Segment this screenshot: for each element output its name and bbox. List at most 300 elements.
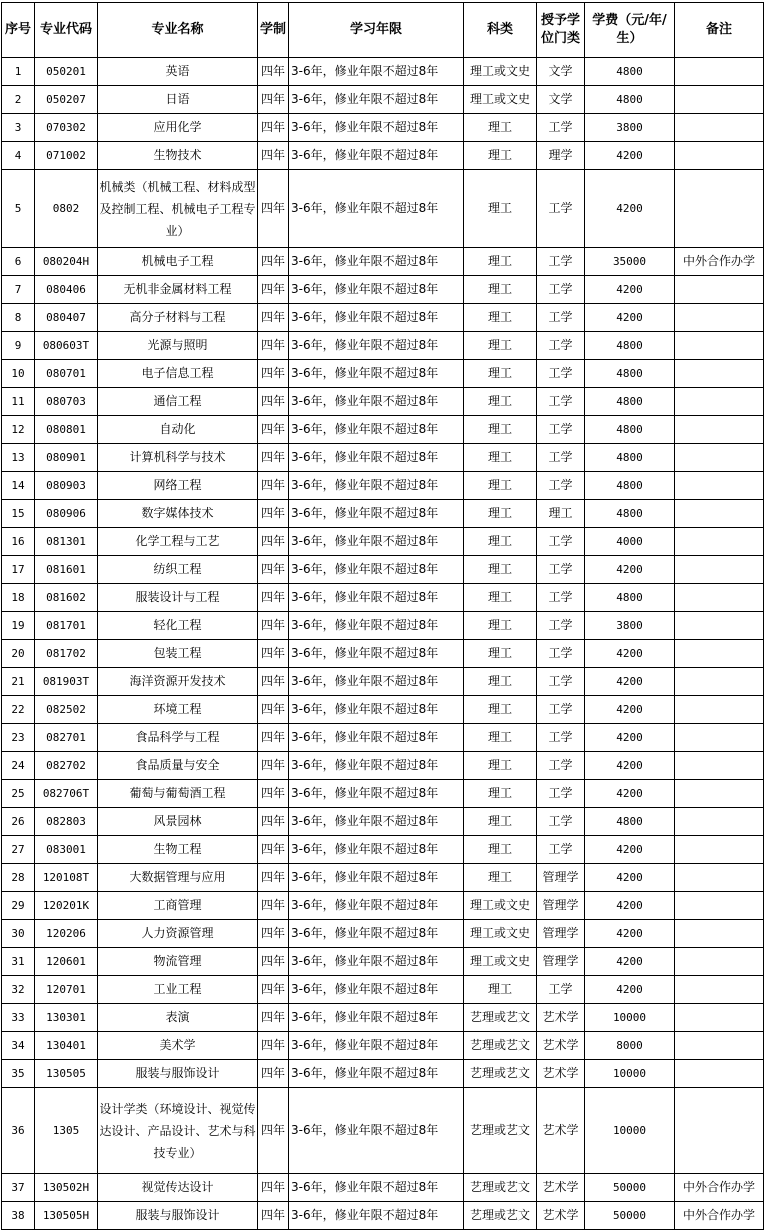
cell-years: 3-6年，修业年限不超过8年 <box>289 1174 464 1202</box>
cell-degree: 管理学 <box>537 892 585 920</box>
cell-system: 四年 <box>258 416 289 444</box>
cell-degree: 工学 <box>537 668 585 696</box>
cell-degree: 工学 <box>537 114 585 142</box>
cell-system: 四年 <box>258 948 289 976</box>
cell-note <box>675 444 764 472</box>
cell-name: 日语 <box>98 86 258 114</box>
table-row <box>2 360 764 388</box>
cell-years: 3-6年，修业年限不超过8年 <box>289 170 464 248</box>
cell-fee: 4200 <box>585 752 675 780</box>
cell-degree: 管理学 <box>537 920 585 948</box>
cell-note: 中外合作办学 <box>675 248 764 276</box>
table-row <box>2 304 764 332</box>
cell-fee: 4200 <box>585 892 675 920</box>
cell-category: 理工 <box>464 780 537 808</box>
cell-fee: 4800 <box>585 444 675 472</box>
cell-category: 理工 <box>464 248 537 276</box>
cell-years: 3-6年，修业年限不超过8年 <box>289 114 464 142</box>
table-row <box>2 58 764 86</box>
cell-fee: 10000 <box>585 1060 675 1088</box>
cell-code: 082502 <box>35 696 98 724</box>
cell-code: 081903T <box>35 668 98 696</box>
cell-note <box>675 808 764 836</box>
cell-code: 130505H <box>35 1202 98 1230</box>
cell-no: 4 <box>2 142 35 170</box>
cell-category: 艺理或艺文 <box>464 1004 537 1032</box>
cell-name: 机械电子工程 <box>98 248 258 276</box>
cell-note <box>675 500 764 528</box>
cell-years: 3-6年，修业年限不超过8年 <box>289 612 464 640</box>
cell-note <box>675 114 764 142</box>
cell-no: 9 <box>2 332 35 360</box>
cell-system: 四年 <box>258 612 289 640</box>
cell-code: 080906 <box>35 500 98 528</box>
cell-note <box>675 360 764 388</box>
cell-degree: 工学 <box>537 304 585 332</box>
cell-category: 理工 <box>464 444 537 472</box>
cell-years: 3-6年，修业年限不超过8年 <box>289 276 464 304</box>
cell-degree: 工学 <box>537 976 585 1004</box>
cell-code: 120201K <box>35 892 98 920</box>
cell-no: 28 <box>2 864 35 892</box>
cell-note <box>675 976 764 1004</box>
cell-note <box>675 696 764 724</box>
cell-category: 理工 <box>464 612 537 640</box>
table-row <box>2 976 764 1004</box>
cell-system: 四年 <box>258 444 289 472</box>
cell-category: 理工或文史 <box>464 920 537 948</box>
cell-fee: 4200 <box>585 640 675 668</box>
cell-no: 33 <box>2 1004 35 1032</box>
table-row <box>2 556 764 584</box>
cell-name: 生物工程 <box>98 836 258 864</box>
cell-degree: 工学 <box>537 640 585 668</box>
cell-fee: 4800 <box>585 388 675 416</box>
table-row <box>2 276 764 304</box>
cell-degree: 工学 <box>537 780 585 808</box>
cell-name: 海洋资源开发技术 <box>98 668 258 696</box>
cell-degree: 工学 <box>537 808 585 836</box>
cell-code: 080603T <box>35 332 98 360</box>
cell-years: 3-6年，修业年限不超过8年 <box>289 724 464 752</box>
table-row <box>2 752 764 780</box>
cell-name: 高分子材料与工程 <box>98 304 258 332</box>
cell-no: 17 <box>2 556 35 584</box>
cell-no: 1 <box>2 58 35 86</box>
header-code: 专业代码 <box>35 3 98 58</box>
table-row <box>2 416 764 444</box>
cell-degree: 工学 <box>537 528 585 556</box>
cell-name: 食品质量与安全 <box>98 752 258 780</box>
cell-degree: 文学 <box>537 86 585 114</box>
header-system: 学制 <box>258 3 289 58</box>
cell-fee: 4000 <box>585 528 675 556</box>
cell-years: 3-6年，修业年限不超过8年 <box>289 304 464 332</box>
cell-name: 纺织工程 <box>98 556 258 584</box>
cell-system: 四年 <box>258 1088 289 1174</box>
cell-name: 自动化 <box>98 416 258 444</box>
cell-category: 理工 <box>464 640 537 668</box>
cell-fee: 4800 <box>585 360 675 388</box>
cell-system: 四年 <box>258 1202 289 1230</box>
cell-years: 3-6年，修业年限不超过8年 <box>289 416 464 444</box>
cell-note <box>675 332 764 360</box>
cell-note <box>675 86 764 114</box>
header-name: 专业名称 <box>98 3 258 58</box>
cell-degree: 工学 <box>537 388 585 416</box>
cell-years: 3-6年，修业年限不超过8年 <box>289 388 464 416</box>
cell-name: 数字媒体技术 <box>98 500 258 528</box>
cell-category: 理工 <box>464 808 537 836</box>
cell-category: 理工 <box>464 276 537 304</box>
cell-degree: 艺术学 <box>537 1032 585 1060</box>
cell-no: 12 <box>2 416 35 444</box>
cell-fee: 50000 <box>585 1202 675 1230</box>
cell-degree: 工学 <box>537 248 585 276</box>
cell-fee: 50000 <box>585 1174 675 1202</box>
cell-no: 13 <box>2 444 35 472</box>
cell-system: 四年 <box>258 142 289 170</box>
cell-note: 中外合作办学 <box>675 1202 764 1230</box>
cell-no: 10 <box>2 360 35 388</box>
cell-no: 27 <box>2 836 35 864</box>
cell-system: 四年 <box>258 724 289 752</box>
cell-name: 服装与服饰设计 <box>98 1202 258 1230</box>
table-row <box>2 1174 764 1202</box>
cell-system: 四年 <box>258 920 289 948</box>
cell-degree: 工学 <box>537 752 585 780</box>
cell-system: 四年 <box>258 1032 289 1060</box>
cell-system: 四年 <box>258 640 289 668</box>
cell-category: 艺理或艺文 <box>464 1088 537 1174</box>
cell-category: 理工或文史 <box>464 892 537 920</box>
cell-note <box>675 1088 764 1174</box>
cell-name: 视觉传达设计 <box>98 1174 258 1202</box>
cell-category: 理工或文史 <box>464 58 537 86</box>
cell-degree: 艺术学 <box>537 1202 585 1230</box>
cell-system: 四年 <box>258 780 289 808</box>
table-row <box>2 836 764 864</box>
cell-system: 四年 <box>258 472 289 500</box>
cell-code: 082803 <box>35 808 98 836</box>
table-row <box>2 528 764 556</box>
cell-fee: 4800 <box>585 584 675 612</box>
cell-name: 无机非金属材料工程 <box>98 276 258 304</box>
cell-code: 082702 <box>35 752 98 780</box>
cell-note <box>675 1032 764 1060</box>
cell-category: 理工 <box>464 864 537 892</box>
cell-fee: 3800 <box>585 612 675 640</box>
cell-code: 080801 <box>35 416 98 444</box>
cell-fee: 4800 <box>585 416 675 444</box>
cell-no: 23 <box>2 724 35 752</box>
cell-code: 080204H <box>35 248 98 276</box>
cell-category: 理工 <box>464 528 537 556</box>
cell-code: 080407 <box>35 304 98 332</box>
cell-name: 包装工程 <box>98 640 258 668</box>
cell-code: 120108T <box>35 864 98 892</box>
cell-no: 24 <box>2 752 35 780</box>
table-row <box>2 1202 764 1230</box>
cell-code: 071002 <box>35 142 98 170</box>
table-row <box>2 500 764 528</box>
cell-note <box>675 724 764 752</box>
cell-years: 3-6年，修业年限不超过8年 <box>289 864 464 892</box>
table-row <box>2 808 764 836</box>
header-degree: 授予学位门类 <box>537 3 585 58</box>
cell-years: 3-6年，修业年限不超过8年 <box>289 248 464 276</box>
cell-fee: 4200 <box>585 948 675 976</box>
cell-years: 3-6年，修业年限不超过8年 <box>289 948 464 976</box>
cell-note <box>675 472 764 500</box>
cell-system: 四年 <box>258 114 289 142</box>
cell-fee: 4800 <box>585 500 675 528</box>
cell-fee: 4200 <box>585 780 675 808</box>
cell-category: 理工 <box>464 360 537 388</box>
cell-system: 四年 <box>258 668 289 696</box>
cell-system: 四年 <box>258 584 289 612</box>
cell-category: 艺理或艺文 <box>464 1202 537 1230</box>
cell-code: 081601 <box>35 556 98 584</box>
cell-years: 3-6年，修业年限不超过8年 <box>289 142 464 170</box>
cell-name: 通信工程 <box>98 388 258 416</box>
cell-category: 理工 <box>464 836 537 864</box>
table-row <box>2 170 764 248</box>
cell-no: 21 <box>2 668 35 696</box>
cell-code: 120206 <box>35 920 98 948</box>
cell-name: 表演 <box>98 1004 258 1032</box>
cell-name: 物流管理 <box>98 948 258 976</box>
cell-degree: 管理学 <box>537 864 585 892</box>
cell-no: 5 <box>2 170 35 248</box>
cell-name: 葡萄与葡萄酒工程 <box>98 780 258 808</box>
cell-years: 3-6年，修业年限不超过8年 <box>289 472 464 500</box>
cell-name: 服装设计与工程 <box>98 584 258 612</box>
cell-code: 081301 <box>35 528 98 556</box>
cell-category: 理工 <box>464 724 537 752</box>
cell-years: 3-6年，修业年限不超过8年 <box>289 1032 464 1060</box>
cell-note <box>675 556 764 584</box>
cell-code: 081602 <box>35 584 98 612</box>
cell-no: 29 <box>2 892 35 920</box>
table-row <box>2 584 764 612</box>
cell-years: 3-6年，修业年限不超过8年 <box>289 780 464 808</box>
cell-years: 3-6年，修业年限不超过8年 <box>289 892 464 920</box>
cell-note <box>675 528 764 556</box>
cell-category: 理工 <box>464 114 537 142</box>
cell-system: 四年 <box>258 388 289 416</box>
cell-note <box>675 892 764 920</box>
table-row <box>2 640 764 668</box>
header-years: 学习年限 <box>289 3 464 58</box>
cell-no: 26 <box>2 808 35 836</box>
table-row <box>2 780 764 808</box>
cell-no: 36 <box>2 1088 35 1174</box>
cell-fee: 4800 <box>585 808 675 836</box>
table-row <box>2 920 764 948</box>
cell-code: 083001 <box>35 836 98 864</box>
table-row <box>2 724 764 752</box>
cell-degree: 工学 <box>537 472 585 500</box>
cell-system: 四年 <box>258 276 289 304</box>
cell-name: 人力资源管理 <box>98 920 258 948</box>
cell-fee: 10000 <box>585 1004 675 1032</box>
cell-degree: 管理学 <box>537 948 585 976</box>
cell-no: 7 <box>2 276 35 304</box>
cell-system: 四年 <box>258 696 289 724</box>
cell-category: 理工 <box>464 304 537 332</box>
cell-years: 3-6年，修业年限不超过8年 <box>289 696 464 724</box>
cell-name: 光源与照明 <box>98 332 258 360</box>
cell-years: 3-6年，修业年限不超过8年 <box>289 1088 464 1174</box>
table-body <box>2 58 764 1230</box>
table-header-row <box>2 3 764 58</box>
cell-degree: 工学 <box>537 444 585 472</box>
cell-no: 38 <box>2 1202 35 1230</box>
cell-system: 四年 <box>258 86 289 114</box>
cell-fee: 4800 <box>585 86 675 114</box>
cell-category: 理工 <box>464 416 537 444</box>
cell-years: 3-6年，修业年限不超过8年 <box>289 360 464 388</box>
cell-no: 3 <box>2 114 35 142</box>
cell-note <box>675 142 764 170</box>
cell-name: 工商管理 <box>98 892 258 920</box>
header-no: 序号 <box>2 3 35 58</box>
cell-category: 理工 <box>464 556 537 584</box>
cell-system: 四年 <box>258 528 289 556</box>
cell-note <box>675 668 764 696</box>
cell-name: 食品科学与工程 <box>98 724 258 752</box>
cell-name: 轻化工程 <box>98 612 258 640</box>
cell-system: 四年 <box>258 500 289 528</box>
cell-code: 081701 <box>35 612 98 640</box>
cell-code: 050207 <box>35 86 98 114</box>
cell-name: 服装与服饰设计 <box>98 1060 258 1088</box>
cell-years: 3-6年，修业年限不超过8年 <box>289 556 464 584</box>
cell-category: 理工 <box>464 170 537 248</box>
cell-no: 18 <box>2 584 35 612</box>
cell-code: 1305 <box>35 1088 98 1174</box>
cell-name: 生物技术 <box>98 142 258 170</box>
table-row <box>2 142 764 170</box>
cell-system: 四年 <box>258 332 289 360</box>
cell-no: 11 <box>2 388 35 416</box>
cell-system: 四年 <box>258 1004 289 1032</box>
cell-years: 3-6年，修业年限不超过8年 <box>289 1060 464 1088</box>
cell-code: 130301 <box>35 1004 98 1032</box>
cell-degree: 工学 <box>537 276 585 304</box>
cell-note <box>675 836 764 864</box>
cell-system: 四年 <box>258 976 289 1004</box>
cell-degree: 艺术学 <box>537 1004 585 1032</box>
cell-fee: 8000 <box>585 1032 675 1060</box>
table-row <box>2 696 764 724</box>
cell-note <box>675 752 764 780</box>
cell-years: 3-6年，修业年限不超过8年 <box>289 500 464 528</box>
cell-code: 082706T <box>35 780 98 808</box>
cell-no: 6 <box>2 248 35 276</box>
cell-note <box>675 920 764 948</box>
cell-degree: 文学 <box>537 58 585 86</box>
cell-fee: 4800 <box>585 472 675 500</box>
cell-no: 8 <box>2 304 35 332</box>
table-row <box>2 248 764 276</box>
cell-degree: 理工 <box>537 500 585 528</box>
table-row <box>2 332 764 360</box>
cell-system: 四年 <box>258 360 289 388</box>
cell-degree: 工学 <box>537 556 585 584</box>
cell-no: 15 <box>2 500 35 528</box>
table-row <box>2 114 764 142</box>
cell-category: 理工 <box>464 752 537 780</box>
cell-system: 四年 <box>258 1174 289 1202</box>
cell-name: 大数据管理与应用 <box>98 864 258 892</box>
cell-category: 理工或文史 <box>464 948 537 976</box>
cell-name: 美术学 <box>98 1032 258 1060</box>
cell-category: 理工 <box>464 388 537 416</box>
cell-no: 2 <box>2 86 35 114</box>
cell-years: 3-6年，修业年限不超过8年 <box>289 836 464 864</box>
cell-name: 设计学类（环境设计、视觉传达设计、产品设计、艺术与科技专业） <box>98 1088 258 1174</box>
cell-name: 工业工程 <box>98 976 258 1004</box>
cell-note <box>675 1060 764 1088</box>
cell-years: 3-6年，修业年限不超过8年 <box>289 444 464 472</box>
cell-category: 理工 <box>464 976 537 1004</box>
cell-name: 计算机科学与技术 <box>98 444 258 472</box>
cell-no: 22 <box>2 696 35 724</box>
cell-years: 3-6年，修业年限不超过8年 <box>289 58 464 86</box>
cell-category: 理工 <box>464 668 537 696</box>
cell-years: 3-6年，修业年限不超过8年 <box>289 528 464 556</box>
cell-code: 120701 <box>35 976 98 1004</box>
cell-code: 082701 <box>35 724 98 752</box>
cell-no: 34 <box>2 1032 35 1060</box>
cell-fee: 35000 <box>585 248 675 276</box>
cell-name: 网络工程 <box>98 472 258 500</box>
header-note: 备注 <box>675 3 764 58</box>
cell-years: 3-6年，修业年限不超过8年 <box>289 752 464 780</box>
cell-system: 四年 <box>258 892 289 920</box>
cell-fee: 4200 <box>585 142 675 170</box>
table-row <box>2 892 764 920</box>
cell-fee: 4200 <box>585 724 675 752</box>
cell-name: 化学工程与工艺 <box>98 528 258 556</box>
cell-category: 理工 <box>464 142 537 170</box>
cell-fee: 4200 <box>585 304 675 332</box>
cell-degree: 艺术学 <box>537 1088 585 1174</box>
cell-years: 3-6年，修业年限不超过8年 <box>289 668 464 696</box>
cell-fee: 4200 <box>585 556 675 584</box>
cell-no: 20 <box>2 640 35 668</box>
cell-note <box>675 170 764 248</box>
cell-years: 3-6年，修业年限不超过8年 <box>289 808 464 836</box>
cell-fee: 10000 <box>585 1088 675 1174</box>
cell-code: 080703 <box>35 388 98 416</box>
cell-system: 四年 <box>258 170 289 248</box>
cell-note <box>675 416 764 444</box>
cell-degree: 工学 <box>537 724 585 752</box>
cell-note <box>675 612 764 640</box>
header-category: 科类 <box>464 3 537 58</box>
cell-category: 艺理或艺文 <box>464 1060 537 1088</box>
cell-category: 理工 <box>464 584 537 612</box>
cell-no: 30 <box>2 920 35 948</box>
table-row <box>2 612 764 640</box>
cell-code: 080406 <box>35 276 98 304</box>
cell-category: 艺理或艺文 <box>464 1032 537 1060</box>
cell-system: 四年 <box>258 808 289 836</box>
cell-note <box>675 584 764 612</box>
